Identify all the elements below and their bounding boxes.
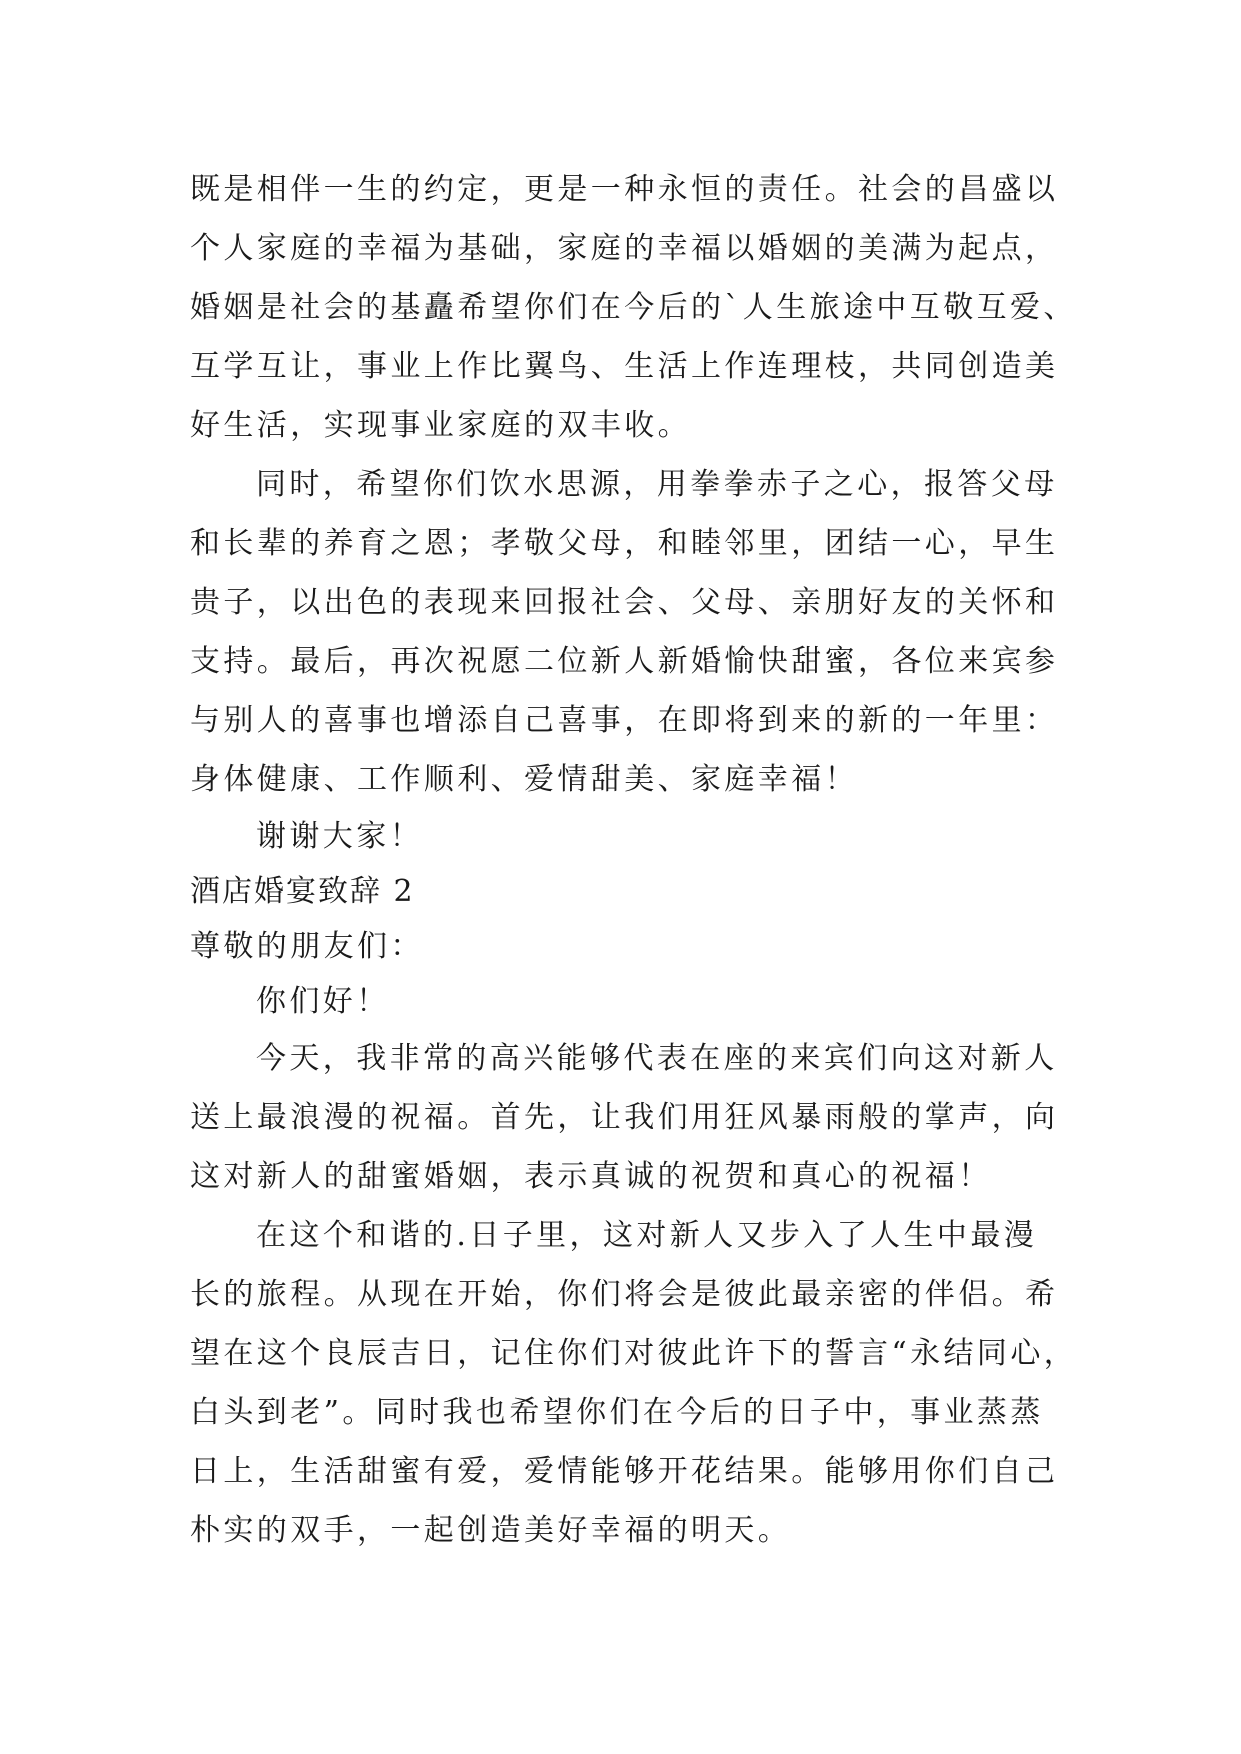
paragraph-line: 好生活，实现事业家庭的双丰收。	[190, 408, 691, 443]
greeting: 你们好！	[256, 984, 390, 1019]
paragraph-line: 个人家庭的幸福为基础，家庭的幸福以婚姻的美满为起点，	[190, 231, 1059, 266]
paragraph-line: 互学互让，事业上作比翼鸟、生活上作连理枝，共同创造美	[190, 349, 1059, 384]
paragraph-line: 白头到老”。同时我也希望你们在今后的日子中，事业蒸蒸	[190, 1395, 1044, 1430]
paragraph-line: 身体健康、工作顺利、爱情甜美、家庭幸福！	[190, 762, 858, 797]
closing-thanks: 谢谢大家！	[256, 819, 423, 854]
paragraph-line: 支持。最后，再次祝愿二位新人新婚愉快甜蜜，各位来宾参	[190, 644, 1059, 679]
salutation: 尊敬的朋友们：	[190, 929, 424, 964]
paragraph-line: 朴实的双手，一起创造美好幸福的明天。	[190, 1513, 792, 1548]
paragraph-line: 和长辈的养育之恩；孝敬父母，和睦邻里，团结一心，早生	[190, 526, 1059, 561]
paragraph-line: 同时，希望你们饮水思源，用拳拳赤子之心，报答父母	[256, 467, 1058, 502]
paragraph-line: 送上最浪漫的祝福。首先，让我们用狂风暴雨般的掌声，向	[190, 1100, 1059, 1135]
paragraph-line: 今天，我非常的高兴能够代表在座的来宾们向这对新人	[256, 1041, 1058, 1076]
paragraph-line: 日上，生活甜蜜有爱，爱情能够开花结果。能够用你们自己	[190, 1454, 1059, 1489]
paragraph-line: 望在这个良辰吉日，记住你们对彼此许下的誓言“永结同心，	[190, 1336, 1078, 1371]
document-body	[190, 160, 1090, 1560]
paragraph-line: 与别人的喜事也增添自己喜事，在即将到来的新的一年里：	[190, 703, 1059, 738]
paragraph-line: 既是相伴一生的约定，更是一种永恒的责任。社会的昌盛以	[190, 172, 1059, 207]
paragraph-line: 婚姻是社会的基矗希望你们在今后的`人生旅途中互敬互爱、	[190, 290, 1077, 325]
paragraph-line: 长的旅程。从现在开始，你们将会是彼此最亲密的伴侣。希	[190, 1277, 1059, 1312]
paragraph-line: 这对新人的甜蜜婚姻，表示真诚的祝贺和真心的祝福！	[190, 1159, 992, 1194]
paragraph-line: 在这个和谐的.日子里，这对新人又步入了人生中最漫	[256, 1218, 1038, 1253]
paragraph-line: 贵子，以出色的表现来回报社会、父母、亲朋好友的关怀和	[190, 585, 1059, 620]
section-heading: 酒店婚宴致辞 2	[190, 874, 415, 909]
